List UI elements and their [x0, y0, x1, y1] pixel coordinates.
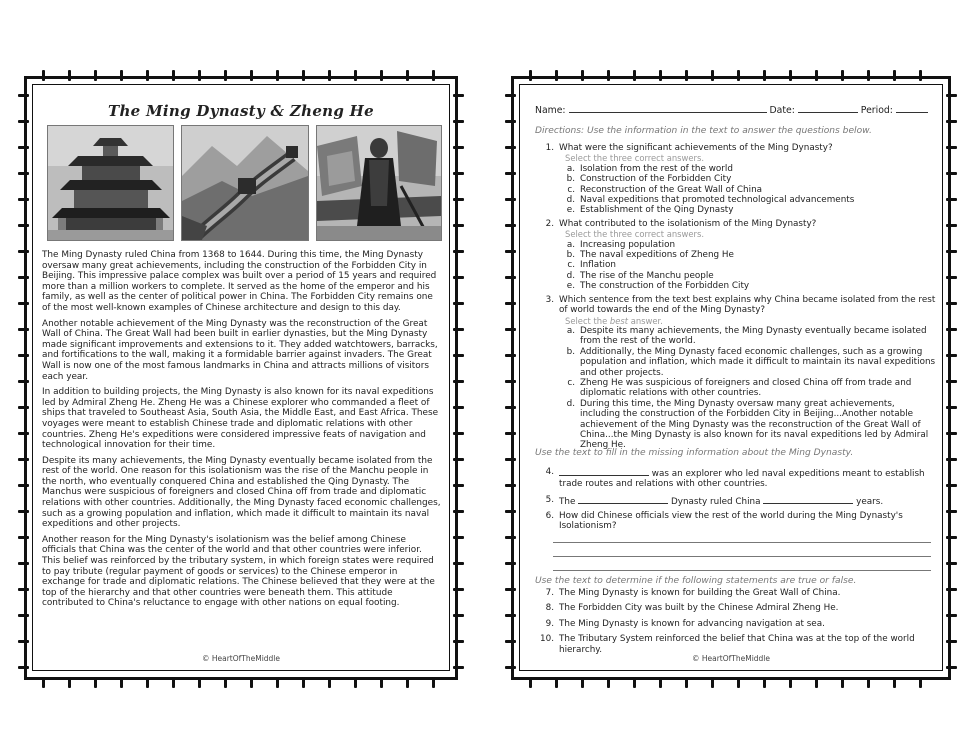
- bamboo-node: [453, 562, 464, 565]
- bamboo-node: [42, 70, 45, 81]
- bamboo-node: [763, 677, 766, 688]
- bamboo-node: [867, 70, 870, 81]
- bamboo-node: [633, 677, 636, 688]
- passage-paragraph: The Ming Dynasty ruled China from 1368 to 1644. During this time, the Ming Dynasty oversaw many great achievements, including the construction of the Forbidden City in Beijing. This impressive palace complex was built over a period of 15 years and required more than a million workers to complete. It served as the home of the emperor and his family, as well as the center of political power in China. The Forbidden City remains one of the most well-known examples of Chinese architecture and design to this day.: [42, 250, 437, 313]
- select-instruction: [565, 229, 937, 239]
- bamboo-node: [893, 677, 896, 688]
- bamboo-node: [555, 70, 558, 81]
- bamboo-node: [68, 70, 71, 81]
- bamboo-node: [946, 380, 957, 383]
- bamboo-node: [893, 70, 896, 81]
- bamboo-node: [505, 666, 516, 669]
- bamboo-node: [302, 70, 305, 81]
- option-text: Naval expeditions that promoted technological advancements: [580, 195, 855, 206]
- passage-paragraph: In addition to building projects, the Ming Dynasty is also known for its naval expeditions led by Admiral Zheng He. Zheng He was a Chinese explorer who commanded a fleet of ships that traveled to Southeast Asia, South Asia, the Middle East, and East Africa. These voyages were meant to establish Chinese trade and diplomatic relations with other countries. Zheng He's expeditions were considered impressive feats of navigation and technological innovation for their time.: [42, 387, 439, 451]
- bamboo-node: [789, 677, 792, 688]
- bamboo-node: [380, 70, 383, 81]
- answer-option[interactable]: [561, 260, 937, 270]
- reading-page: [18, 70, 464, 688]
- date-field[interactable]: [798, 104, 858, 113]
- bamboo-node: [737, 70, 740, 81]
- bamboo-node: [815, 70, 818, 81]
- bamboo-node: [505, 146, 516, 149]
- bamboo-node: [453, 328, 464, 331]
- bamboo-node: [946, 198, 957, 201]
- option-letter: d.: [566, 195, 575, 206]
- option-letter: e.: [566, 205, 575, 216]
- bamboo-node: [789, 70, 792, 81]
- answer-blank[interactable]: [559, 467, 649, 476]
- bamboo-node: [198, 677, 201, 688]
- bamboo-node: [68, 677, 71, 688]
- bamboo-node: [18, 666, 29, 669]
- bamboo-node: [867, 677, 870, 688]
- answer-blank[interactable]: [578, 495, 668, 504]
- bamboo-node: [815, 677, 818, 688]
- bamboo-node: [505, 380, 516, 383]
- bamboo-node: [18, 588, 29, 591]
- question-number: 4.: [545, 467, 554, 477]
- bamboo-node: [505, 354, 516, 357]
- answer-line[interactable]: [553, 556, 931, 557]
- passage-paragraph: Another reason for the Ming Dynasty's isolationism was the belief among Chinese officials that China was the center of the world and that other countries were inferior. This belief was reinforced by the tributary system, in which foreign states were required to pay tribute (regular payment of goods or services) to the Chinese emperor in exchange for trade and diplomatic relations. The Chinese believed that they were at the top of the hierarchy and that other countries were beneath them. This attitude contributed to China's reluctance to engage with other nations on equal footing.: [42, 534, 435, 609]
- select-instruction-text: answer.: [628, 315, 663, 326]
- option-letter: e.: [566, 281, 575, 292]
- bamboo-node: [432, 677, 435, 688]
- bamboo-node: [354, 70, 357, 81]
- option-letter: b.: [566, 346, 575, 357]
- bamboo-node: [198, 70, 201, 81]
- bamboo-node: [453, 614, 464, 617]
- option-letter: c.: [567, 260, 575, 271]
- bamboo-node: [505, 302, 516, 305]
- period-label: Period:: [860, 105, 893, 116]
- bamboo-node: [505, 588, 516, 591]
- bamboo-node: [18, 432, 29, 435]
- bamboo-node: [946, 276, 957, 279]
- bamboo-node: [946, 146, 957, 149]
- bamboo-node: [607, 677, 610, 688]
- multiple-choice-questions: [535, 143, 937, 454]
- bamboo-node: [946, 536, 957, 539]
- bamboo-node: [581, 70, 584, 81]
- bamboo-node: [946, 328, 957, 331]
- bamboo-node: [18, 250, 29, 253]
- question-number: 2.: [545, 218, 554, 229]
- option-text: Construction of the Forbidden City: [580, 174, 732, 185]
- option-text: The construction of the Forbidden City: [580, 281, 750, 292]
- select-instruction-text: Select the three correct answers.: [565, 153, 704, 164]
- bamboo-node: [172, 70, 175, 81]
- bamboo-node: [94, 70, 97, 81]
- question-number: 5.: [545, 495, 554, 505]
- bamboo-node: [18, 120, 29, 123]
- question-text: The: [559, 497, 576, 507]
- student-info-header: [535, 104, 928, 116]
- bamboo-node: [42, 677, 45, 688]
- question-number: 6.: [545, 511, 554, 521]
- option-text: Inflation: [580, 260, 616, 271]
- bamboo-node: [946, 120, 957, 123]
- bamboo-node: [505, 276, 516, 279]
- option-text: The rise of the Manchu people: [580, 270, 714, 281]
- bamboo-node: [18, 224, 29, 227]
- bamboo-node: [224, 70, 227, 81]
- bamboo-node: [453, 640, 464, 643]
- bamboo-node: [685, 70, 688, 81]
- option-text: Reconstruction of the Great Wall of China: [580, 184, 763, 195]
- bamboo-node: [94, 677, 97, 688]
- date-label: Date:: [769, 105, 795, 116]
- bamboo-node: [659, 677, 662, 688]
- bamboo-node: [946, 640, 957, 643]
- bamboo-node: [453, 484, 464, 487]
- bamboo-node: [841, 677, 844, 688]
- bamboo-node: [328, 677, 331, 688]
- zheng-he-ship-image: [316, 125, 442, 241]
- question-number: 1.: [545, 143, 554, 153]
- tf-item: [535, 619, 937, 629]
- bamboo-node: [406, 677, 409, 688]
- tf-item: [535, 588, 937, 598]
- bamboo-node: [505, 172, 516, 175]
- bamboo-node: [120, 677, 123, 688]
- option-letter: b.: [566, 174, 575, 185]
- option-letter: c.: [567, 184, 575, 195]
- bamboo-node: [946, 458, 957, 461]
- passage-paragraph: Another notable achievement of the Ming Dynasty was the reconstruction of the Great Wall of China. The Great Wall had been built in earlier dynasties, but the Ming Dynasty made significant improvements and extensions to it. They added watchtowers, barracks, and fortifications to the wall, making it a formidable barrier against invaders. The Great Wall is now one of the most famous landmarks in China and attracts millions of visitors each year.: [42, 318, 438, 382]
- bamboo-node: [250, 70, 253, 81]
- question-text: was an explorer who led naval expeditions meant to establish trade routes and relations with other countries.: [559, 469, 925, 490]
- bamboo-node: [555, 677, 558, 688]
- question-text: How did Chinese officials view the rest of the world during the Ming Dynasty's Isolationism?: [559, 511, 903, 532]
- bamboo-node: [453, 224, 464, 227]
- true-false-directions: Use the text to determine if the following statements are true or false.: [535, 576, 857, 586]
- question-number: 9.: [545, 618, 554, 629]
- question-text: The Forbidden City was built by the Chinese Admiral Zheng He.: [559, 603, 839, 614]
- bamboo-node: [453, 302, 464, 305]
- bamboo-node: [711, 677, 714, 688]
- bamboo-node: [250, 677, 253, 688]
- bamboo-node: [453, 250, 464, 253]
- question-text: The Ming Dynasty is known for building the Great Wall of China.: [559, 588, 841, 598]
- bamboo-node: [505, 458, 516, 461]
- bamboo-node: [146, 677, 149, 688]
- tf-item: [535, 634, 937, 655]
- bamboo-node: [453, 120, 464, 123]
- bamboo-node: [18, 458, 29, 461]
- bamboo-node: [453, 276, 464, 279]
- answer-option[interactable]: [561, 399, 937, 451]
- great-wall-image: [181, 125, 309, 241]
- answer-option[interactable]: [561, 281, 937, 291]
- option-letter: b.: [566, 250, 575, 261]
- reading-passage: [42, 250, 442, 614]
- answer-option[interactable]: [561, 164, 937, 174]
- bamboo-node: [505, 198, 516, 201]
- question-text: Dynasty ruled China: [670, 497, 761, 507]
- select-instruction: [565, 316, 937, 326]
- question-number: 8.: [545, 603, 554, 614]
- question-5: [535, 495, 937, 507]
- copyright-text: © HeartOfTheMiddle: [201, 654, 281, 663]
- question-text: Which sentence from the text best explains why China became isolated from the rest of world towards the end of the Ming Dynasty?: [559, 294, 936, 316]
- bamboo-node: [18, 536, 29, 539]
- bamboo-node: [453, 536, 464, 539]
- question-text: years.: [856, 497, 884, 507]
- bamboo-node: [18, 354, 29, 357]
- bamboo-node: [946, 302, 957, 305]
- bamboo-node: [685, 677, 688, 688]
- fill-in-directions: Use the text to fill in the missing information about the Ming Dynasty.: [535, 448, 854, 458]
- bamboo-node: [946, 172, 957, 175]
- bamboo-node: [946, 94, 957, 97]
- bamboo-node: [946, 614, 957, 617]
- bamboo-node: [432, 70, 435, 81]
- bamboo-node: [529, 70, 532, 81]
- answer-line[interactable]: [553, 570, 931, 571]
- bamboo-node: [946, 432, 957, 435]
- tf-item: [535, 603, 937, 613]
- bamboo-node: [841, 70, 844, 81]
- bamboo-node: [18, 562, 29, 565]
- pagoda-palace-image: [47, 125, 174, 241]
- bamboo-node: [529, 677, 532, 688]
- bamboo-node: [18, 328, 29, 331]
- question-number: 3.: [545, 294, 554, 305]
- bamboo-node: [18, 198, 29, 201]
- bamboo-node: [18, 94, 29, 97]
- question-3: [535, 295, 937, 451]
- bamboo-node: [328, 70, 331, 81]
- bamboo-node: [18, 484, 29, 487]
- bamboo-node: [505, 484, 516, 487]
- option-letter: a.: [566, 239, 575, 250]
- bamboo-node: [453, 666, 464, 669]
- option-text: Additionally, the Ming Dynasty faced economic challenges, such as a growing population and inflation, which made it difficult to maintain its naval expeditions and other projects.: [580, 346, 936, 378]
- question-text: The Tributary System reinforced the belief that China was at the top of the world hierarchy.: [559, 634, 915, 655]
- bamboo-node: [919, 677, 922, 688]
- bamboo-node: [505, 250, 516, 253]
- name-field[interactable]: [569, 104, 767, 113]
- bamboo-node: [453, 380, 464, 383]
- option-text: Isolation from the rest of the world: [580, 163, 733, 174]
- bamboo-node: [406, 70, 409, 81]
- true-false-questions: [535, 588, 937, 655]
- bamboo-node: [18, 614, 29, 617]
- option-letter: a.: [566, 325, 575, 336]
- question-number: 7.: [545, 588, 554, 598]
- bamboo-node: [453, 406, 464, 409]
- bamboo-node: [505, 432, 516, 435]
- bamboo-node: [18, 146, 29, 149]
- option-text: Zheng He was suspicious of foreigners and closed China off from trade and diplomatic relations with other countries.: [580, 377, 912, 399]
- select-instruction-text: Select the three correct answers.: [565, 229, 704, 240]
- bamboo-node: [276, 677, 279, 688]
- answer-option[interactable]: [561, 205, 937, 215]
- question-text: What were the significant achievements of the Ming Dynasty?: [559, 143, 833, 153]
- passage-paragraph: Despite its many achievements, the Ming Dynasty eventually became isolated from the rest of the world. One reason for this isolationism was the rise of the Manchu people in the north, who eventually conquered China and established the Qing Dynasty. The Manchus were suspicious of foreigners and closed China off from trade and diplomatic relations with other countries. Additionally, the Ming Dynasty faced economic challenges, such as a growing population and inflation, which made it difficult to maintain its naval expeditions and other projects.: [42, 455, 441, 530]
- answer-option[interactable]: [561, 271, 937, 281]
- option-letter: d.: [566, 398, 575, 409]
- bamboo-node: [946, 562, 957, 565]
- bamboo-node: [505, 224, 516, 227]
- page-title: The Ming Dynasty & Zheng He: [107, 102, 374, 120]
- option-text: During this time, the Ming Dynasty oversaw many great achievements, including the construction of the Forbidden City in Beijing...Another notable achievement of the Ming Dynasty was the reconstruction of the Great Wall of China...the Ming Dynasty is also known for its naval expeditions led by Admiral Zheng He.: [580, 398, 929, 451]
- answer-option[interactable]: [561, 347, 937, 378]
- bamboo-node: [18, 172, 29, 175]
- bamboo-node: [354, 677, 357, 688]
- bamboo-node: [453, 198, 464, 201]
- bamboo-node: [453, 172, 464, 175]
- question-4: [535, 467, 937, 490]
- bamboo-node: [919, 70, 922, 81]
- bamboo-node: [453, 354, 464, 357]
- bamboo-node: [224, 677, 227, 688]
- bamboo-node: [607, 70, 610, 81]
- bamboo-node: [453, 146, 464, 149]
- option-text: Despite its many achievements, the Ming Dynasty eventually became isolated from the rest of the world.: [580, 325, 927, 347]
- bamboo-node: [505, 536, 516, 539]
- bamboo-node: [505, 406, 516, 409]
- bamboo-node: [581, 677, 584, 688]
- bamboo-node: [302, 677, 305, 688]
- bamboo-node: [946, 250, 957, 253]
- bamboo-node: [946, 406, 957, 409]
- question-1: [535, 143, 937, 216]
- bamboo-node: [946, 666, 957, 669]
- bamboo-node: [946, 224, 957, 227]
- question-2: [535, 219, 937, 292]
- bamboo-node: [18, 510, 29, 513]
- bamboo-node: [946, 484, 957, 487]
- name-label: Name:: [535, 105, 566, 116]
- bamboo-node: [18, 276, 29, 279]
- answer-option[interactable]: [561, 195, 937, 205]
- bamboo-node: [505, 328, 516, 331]
- bamboo-node: [172, 677, 175, 688]
- answer-option[interactable]: [561, 185, 937, 195]
- option-letter: c.: [567, 377, 575, 388]
- bamboo-node: [453, 458, 464, 461]
- select-instruction-text: Select the: [565, 315, 610, 326]
- bamboo-node: [453, 588, 464, 591]
- directions-text: Directions: Use the information in the text to answer the questions below.: [535, 126, 872, 136]
- bamboo-node: [276, 70, 279, 81]
- bamboo-node: [763, 70, 766, 81]
- answer-option[interactable]: [561, 326, 937, 347]
- copyright-text: © HeartOfTheMiddle: [691, 654, 771, 663]
- period-field[interactable]: [896, 104, 928, 113]
- bamboo-node: [505, 120, 516, 123]
- bamboo-node: [505, 562, 516, 565]
- bamboo-node: [737, 677, 740, 688]
- bamboo-node: [18, 640, 29, 643]
- answer-option[interactable]: [561, 240, 937, 250]
- bamboo-node: [453, 432, 464, 435]
- answer-option[interactable]: [561, 378, 937, 399]
- option-text: The naval expeditions of Zheng He: [580, 250, 734, 261]
- question-text: What contributed to the isolationism of the Ming Dynasty?: [559, 218, 817, 229]
- bamboo-node: [453, 94, 464, 97]
- bamboo-node: [453, 510, 464, 513]
- option-letter: a.: [566, 163, 575, 174]
- answer-option[interactable]: [561, 250, 937, 260]
- answer-option[interactable]: [561, 174, 937, 184]
- bamboo-node: [18, 302, 29, 305]
- bamboo-node: [380, 677, 383, 688]
- answer-line[interactable]: [553, 542, 931, 543]
- questions-page: [505, 70, 957, 688]
- bamboo-node: [659, 70, 662, 81]
- bamboo-node: [146, 70, 149, 81]
- select-instruction-emphasis: best: [609, 315, 629, 326]
- question-text: The Ming Dynasty is known for advancing navigation at sea.: [559, 618, 825, 629]
- bamboo-node: [505, 640, 516, 643]
- bamboo-node: [120, 70, 123, 81]
- bamboo-node: [633, 70, 636, 81]
- option-text: Increasing population: [580, 239, 676, 250]
- bamboo-node: [505, 510, 516, 513]
- bamboo-node: [505, 614, 516, 617]
- bamboo-node: [18, 406, 29, 409]
- answer-blank[interactable]: [763, 495, 853, 504]
- bamboo-node: [946, 588, 957, 591]
- bamboo-node: [946, 510, 957, 513]
- question-number: 10.: [540, 634, 554, 645]
- bamboo-node: [946, 354, 957, 357]
- bamboo-node: [505, 94, 516, 97]
- bamboo-node: [711, 70, 714, 81]
- bamboo-node: [18, 380, 29, 383]
- option-letter: d.: [566, 270, 575, 281]
- select-instruction: [565, 153, 937, 163]
- question-6: [535, 511, 937, 532]
- option-text: Establishment of the Qing Dynasty: [580, 205, 734, 216]
